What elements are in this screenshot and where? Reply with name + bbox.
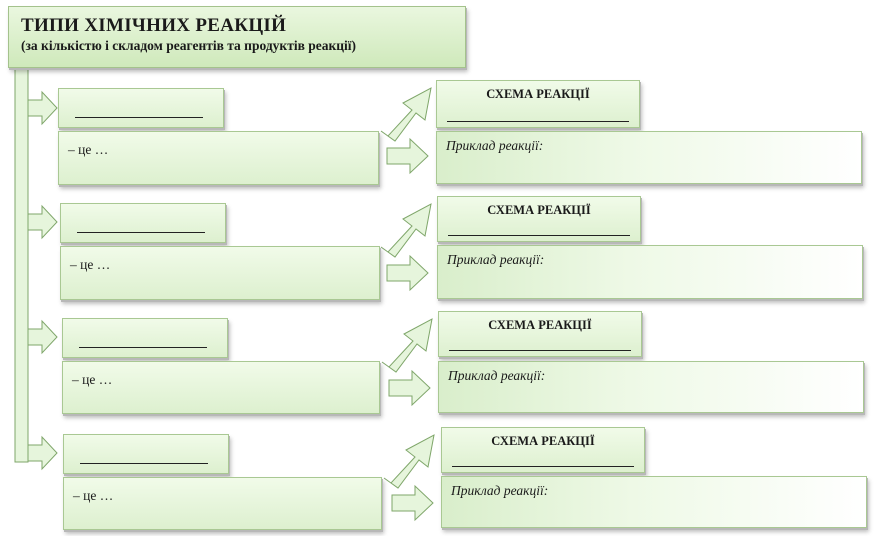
reaction-name-box-4[interactable]: [63, 434, 229, 474]
vertical-connector-bar: [15, 68, 28, 462]
side-arrow-1: [28, 92, 57, 124]
example-box-1[interactable]: [436, 131, 862, 184]
definition-box-4[interactable]: [63, 477, 382, 530]
definition-text: – це …: [70, 257, 111, 272]
example-label: Приклад реакції:: [447, 252, 545, 267]
definition-box-1[interactable]: [58, 131, 379, 185]
example-label: Приклад реакції:: [446, 138, 544, 153]
name-blank-line: [77, 232, 205, 233]
schema-blank-line: [452, 466, 634, 467]
definition-text: – це …: [68, 142, 109, 157]
example-box-4[interactable]: [441, 476, 867, 528]
reaction-name-box-2[interactable]: [60, 203, 226, 243]
title-box: [8, 6, 466, 68]
schema-title: СХЕМА РЕАКЦІЇ: [487, 203, 591, 217]
right-arrow-1: [387, 139, 428, 173]
right-arrow-4: [392, 486, 433, 520]
definition-box-3[interactable]: [62, 361, 380, 414]
page-subtitle: (за кількістю і складом реагентів та продуктів реакції): [21, 38, 357, 53]
schema-blank-line: [447, 121, 629, 122]
example-box-3[interactable]: [438, 361, 864, 413]
definition-box-2[interactable]: [60, 246, 380, 300]
side-arrow-3: [28, 321, 57, 353]
side-arrow-2: [28, 206, 57, 238]
schema-box-4[interactable]: [441, 427, 645, 473]
diagonal-arrow-1: [381, 88, 431, 141]
diagonal-arrow-2: [381, 204, 431, 257]
schema-box-3[interactable]: [438, 311, 642, 357]
name-blank-line: [75, 117, 203, 118]
reaction-name-box-1[interactable]: [58, 88, 224, 128]
example-label: Приклад реакції:: [451, 483, 549, 498]
schema-title: СХЕМА РЕАКЦІЇ: [486, 87, 590, 101]
reaction-name-box-3[interactable]: [62, 318, 228, 358]
schema-box-1[interactable]: [436, 80, 640, 128]
name-blank-line: [79, 347, 207, 348]
name-blank-line: [80, 463, 208, 464]
schema-title: СХЕМА РЕАКЦІЇ: [488, 318, 592, 332]
definition-text: – це …: [73, 488, 114, 503]
definition-text: – це …: [72, 372, 113, 387]
page-title: ТИПИ ХІМІЧНИХ РЕАКЦІЙ: [21, 15, 287, 36]
diagonal-arrow-3: [382, 319, 432, 372]
schema-title: СХЕМА РЕАКЦІЇ: [491, 434, 595, 448]
diagonal-arrow-4: [384, 435, 434, 488]
side-arrow-4: [28, 437, 57, 469]
right-arrow-3: [389, 371, 430, 405]
example-box-2[interactable]: [437, 245, 863, 299]
schema-blank-line: [449, 350, 631, 351]
schema-blank-line: [448, 235, 630, 236]
example-label: Приклад реакції:: [448, 368, 546, 383]
schema-box-2[interactable]: [437, 196, 641, 242]
right-arrow-2: [387, 256, 428, 290]
